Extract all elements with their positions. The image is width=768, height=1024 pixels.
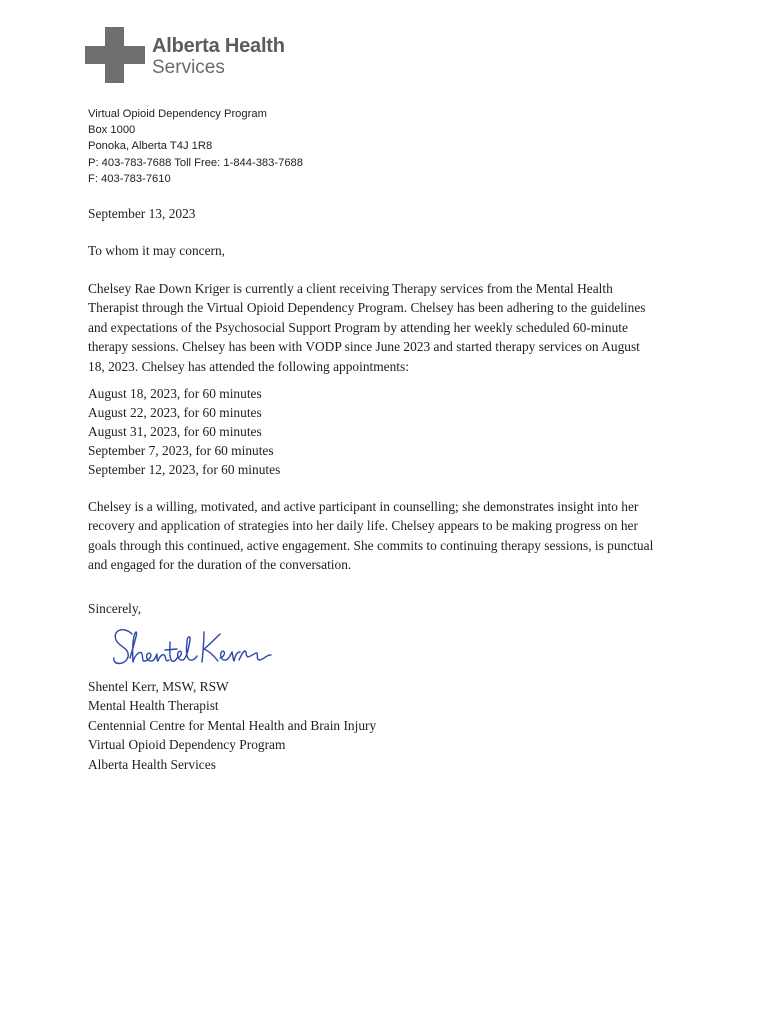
signature-block — [88, 677, 376, 774]
body-paragraph-2 — [88, 497, 688, 575]
appointment-item: August 22, 2023, for 60 minutes — [88, 405, 262, 420]
signer-name: Shentel Kerr, MSW, RSW — [88, 679, 229, 694]
ahs-logo-mark-icon — [85, 27, 145, 83]
address-line: P: 403-783-7688 Toll Free: 1-844-383-7688 — [88, 156, 303, 169]
logo-line-2: Services — [152, 57, 225, 78]
appointment-item: September 7, 2023, for 60 minutes — [88, 443, 274, 458]
address-line: Box 1000 — [88, 124, 136, 137]
paragraph-line: 18, 2023. Chelsey has attended the following appointments: — [88, 358, 409, 374]
paragraph-line: recovery and application of strategies into her daily life. Chelsey appears to be making progress on her — [88, 518, 638, 534]
paragraph-line: Chelsey is a willing, motivated, and active participant in counselling; she demonstrates insight into her — [88, 499, 639, 514]
letterhead-address — [88, 106, 303, 187]
appointment-item: September 12, 2023, for 60 minutes — [88, 462, 281, 477]
paragraph-line: and engaged for the duration of the conversation. — [88, 557, 352, 573]
paragraph-line: therapy sessions. Chelsey has been with VODP since June 2023 and started therapy services on August — [88, 339, 640, 355]
address-line: Virtual Opioid Dependency Program — [88, 108, 267, 120]
letter-greeting: To whom it may concern, — [88, 243, 226, 258]
appointment-item: August 18, 2023, for 60 minutes — [88, 386, 262, 401]
body-paragraph-1 — [88, 279, 688, 376]
logo-line-1: Alberta Health — [152, 35, 285, 57]
address-line: F: 403-783-7610 — [88, 172, 171, 185]
signature-drawing — [108, 620, 283, 676]
signer-organization-line: Alberta Health Services — [88, 756, 216, 772]
signer-organization-line: Virtual Opioid Dependency Program — [88, 737, 286, 753]
handwritten-signature — [108, 620, 283, 676]
paragraph-line: and expectations of the Psychosocial Support Program by attending her weekly scheduled 60-minute — [88, 319, 628, 335]
ahs-logo — [85, 27, 285, 85]
letter-closing: Sincerely, — [88, 601, 142, 616]
paragraph-line: goals through this continued, active engagement. She commits to continuing therapy sessions, is punctual — [88, 537, 654, 553]
letter-date: September 13, 2023 — [88, 206, 196, 221]
signer-organization-line: Centennial Centre for Mental Health and Brain Injury — [88, 717, 377, 733]
signer-title: Mental Health Therapist — [88, 698, 219, 714]
paragraph-line: Chelsey Rae Down Kriger is currently a client receiving Therapy services from the Mental Health — [88, 281, 613, 296]
appointment-item: August 31, 2023, for 60 minutes — [88, 424, 262, 439]
address-line: Ponoka, Alberta T4J 1R8 — [88, 140, 213, 153]
paragraph-line: Therapist through the Virtual Opioid Dependency Program. Chelsey has been adhering to the guidelines — [88, 300, 646, 316]
appointment-list — [88, 384, 280, 479]
